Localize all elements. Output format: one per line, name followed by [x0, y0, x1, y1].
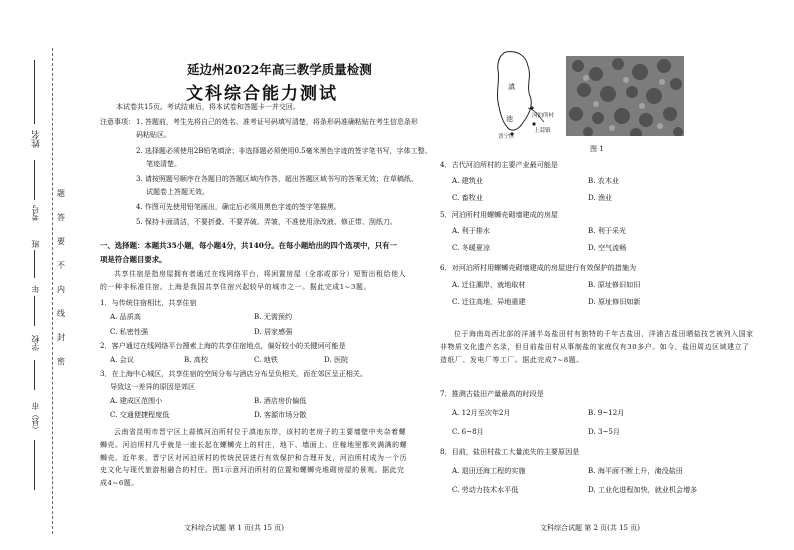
option: B. 农木业	[588, 176, 620, 185]
seal-char: 不	[57, 261, 65, 270]
option: B. 利于采光	[588, 226, 627, 235]
option: D. 渔业	[588, 193, 613, 202]
option: A. 会议	[110, 355, 134, 364]
seal-char: 内	[57, 285, 65, 294]
notice-line: 1. 答题前，考生先将自己的姓名、准考证号码填写清楚，将条形码准确粘贴在考生信息条形	[136, 118, 418, 126]
grade-label: 年	[31, 285, 40, 293]
class-field-line	[34, 250, 35, 278]
option: C. 劳动力技术水平低	[452, 485, 519, 494]
option: D. 客源市场分散	[254, 410, 307, 419]
binding-line	[52, 48, 53, 534]
option: C. 冬暖夏凉	[452, 243, 491, 252]
id-field-line	[34, 160, 35, 200]
notice-line: 3. 请按照题号顺序在各题目的答题区域内作答，超出答题区域书写的答案无效；在草稿纸、	[136, 175, 418, 183]
seal-char: 线	[57, 309, 65, 318]
seal-char: 答	[57, 213, 65, 222]
town-label: 上蒜镇	[534, 128, 551, 134]
figure-caption: 图 1	[590, 145, 604, 153]
lake-label-2: 池	[506, 115, 513, 123]
school-label: 学校	[31, 335, 40, 351]
subject-title: 文科综合能力测试	[186, 84, 338, 104]
city-field-line	[34, 440, 35, 490]
seal-char: 封	[57, 333, 65, 342]
question-6: 6．对河泊所村用螺蛳壳砌墙建成的房屋进行有效保护的措施为	[440, 263, 637, 272]
option: A. 12月至次年2月	[452, 408, 511, 417]
option: A. 退田还海工程的实施	[452, 466, 526, 475]
snail-shell-wall-photo	[566, 56, 684, 136]
option: D. 工业化进程加快，就业机会增多	[588, 485, 698, 494]
grade-field-line	[34, 296, 35, 326]
question-3-cont: 导致这一差异的原因是郊区	[110, 382, 196, 391]
option: D. 空气流畅	[588, 243, 627, 252]
city-label: （县）市	[31, 402, 40, 434]
intro-text: 本试卷共15页。考试结束后，将本试卷和答题卡一并交回。	[116, 103, 300, 111]
option: A. 迁往潮岸，就地取材	[452, 280, 526, 289]
notice-label: 注意事项：	[100, 118, 135, 126]
seal-char: 密	[57, 357, 65, 366]
option: C. 6~8月	[452, 427, 484, 436]
question-5: 5．河泊所村用螺蛳壳砌墙建成的房屋	[440, 210, 559, 219]
lake-label: 滇	[508, 83, 515, 91]
question-3: 3．在上海中心城区，共享住宿的空间分布与酒店分布呈负相关，而在郊区呈正相关。	[100, 369, 367, 378]
village-label: 河泊所村	[532, 113, 555, 119]
option: D. 3~5月	[588, 427, 621, 436]
option: C. 私密性强	[110, 327, 149, 336]
option: B. 高校	[184, 355, 208, 364]
option: B. 海平面不断上升，淹没盐田	[588, 466, 683, 475]
question-7: 7．推测古盐田产量最高的时段是	[440, 389, 544, 398]
page-footer-left: 文科综合试题 第 1 页(共 15 页)	[184, 524, 284, 532]
notice-line: 试题卷上答题无效。	[146, 188, 209, 196]
notice-line: 5. 保持卡面清洁，不要折叠、不要弄破、弄皱，不准使用涂改液、修正带、刮纸刀。	[136, 218, 397, 226]
question-2: 2．客户通过在线网络平台搜索上海的共享住宿地点，偏好较小的关键词可能是	[100, 341, 346, 350]
name-field-line	[34, 60, 35, 124]
section-heading: 一、选择题：本题共35小题，每小题4分，共140分。在每小题给出的四个选项中，只有一	[100, 241, 397, 250]
notice-line: 笔迹清楚。	[146, 160, 181, 168]
option: A. 利于排水	[452, 226, 491, 235]
passage-salt-field: 位于海南岛西北部的洋浦半岛盐田村有独特的千年古盐田，洋浦古盐田晒盐技艺被列入国家非物质文化遗产名录，但目前盐田村从事制盐的家庭仅有30多户。如今，盐田周边区域建立了造纸厂、发电厂等工厂。据此完成7~8题。	[440, 330, 754, 364]
question-4: 4．古代河泊所村的主要产业最可能是	[440, 160, 559, 169]
option: A. 建成区范围小	[110, 396, 163, 405]
notice-line: 码粘贴区。	[136, 131, 171, 139]
question-8: 8．目前，盐田村盐工大量流失的主要原因是	[440, 447, 580, 456]
passage-shared-lodging: 共享住宿是指房屋拥有者通过在线网络平台，将闲置房屋（全部或部分）短暂出租给他人的一种非标准住宿。上海是我国共享住宿兴起较早的城市之一。据此完成1~3题。	[100, 270, 407, 291]
option: B. 9~12月	[588, 408, 625, 417]
option: A. 品质高	[110, 312, 141, 321]
seal-char: 题	[57, 189, 65, 198]
school-field-line	[34, 360, 35, 390]
map-figure	[478, 48, 558, 140]
option: B. 无需预约	[254, 312, 293, 321]
district-label: 晋宁区	[498, 134, 515, 140]
option: C. 畜牧业	[452, 193, 483, 202]
option: C. 地铁	[254, 355, 278, 364]
id-label: 考号	[31, 205, 40, 221]
passage-hebosuo-village: 云南省昆明市晋宁区上蒜镇河泊所村位于滇池东岸，该村的老房子的主要墙壁中夹杂着螺蛳壳。河泊所村几乎就是一座长起在螺蛳壳上的村庄，地下、墙面上、庄稼地里都夹满满的螺蛳壳。近年来，晋宁区对河泊所村的传统民居进行有效保护和合理开发，河泊所村成为一个历史文化与现代旅游相融合的村庄。图1示意河泊所村的位置和螺蛳壳堆砌房屋的景观。据此完成4~6题。	[100, 428, 408, 488]
seal-char: 要	[57, 237, 65, 246]
name-label: 姓名	[32, 130, 42, 148]
option: D. 居家感强	[254, 327, 293, 336]
option: B. 酒店房价偏低	[254, 396, 307, 405]
option: D. 原址修旧如新	[588, 297, 641, 306]
section-heading-2: 项是符合题目要求。	[100, 255, 167, 264]
option: C. 迁往高地，异地重建	[452, 297, 526, 306]
photo-texture	[566, 56, 684, 136]
notice-line: 2. 选择题必须使用2B铅笔填涂；非选择题必须使用0.5毫米黑色字迹的签字笔书写，字体工整、	[136, 147, 432, 155]
option: C. 交通便捷程度低	[110, 410, 170, 419]
notice-line: 4. 作图可先使用铅笔画出，确定后必须用黑色字迹的签字笔描黑。	[136, 203, 341, 211]
option: D. 医院	[324, 355, 349, 364]
class-label: 班	[31, 240, 40, 248]
option: B. 原址修旧如旧	[588, 280, 641, 289]
exam-title: 延边州2022年高三教学质量检测	[187, 62, 372, 77]
question-1: 1．与传统住宿相比，共享住宿	[100, 298, 197, 307]
option: A. 建筑业	[452, 176, 483, 185]
page-footer-right: 文科综合试题 第 2 页(共 15 页)	[540, 524, 640, 532]
